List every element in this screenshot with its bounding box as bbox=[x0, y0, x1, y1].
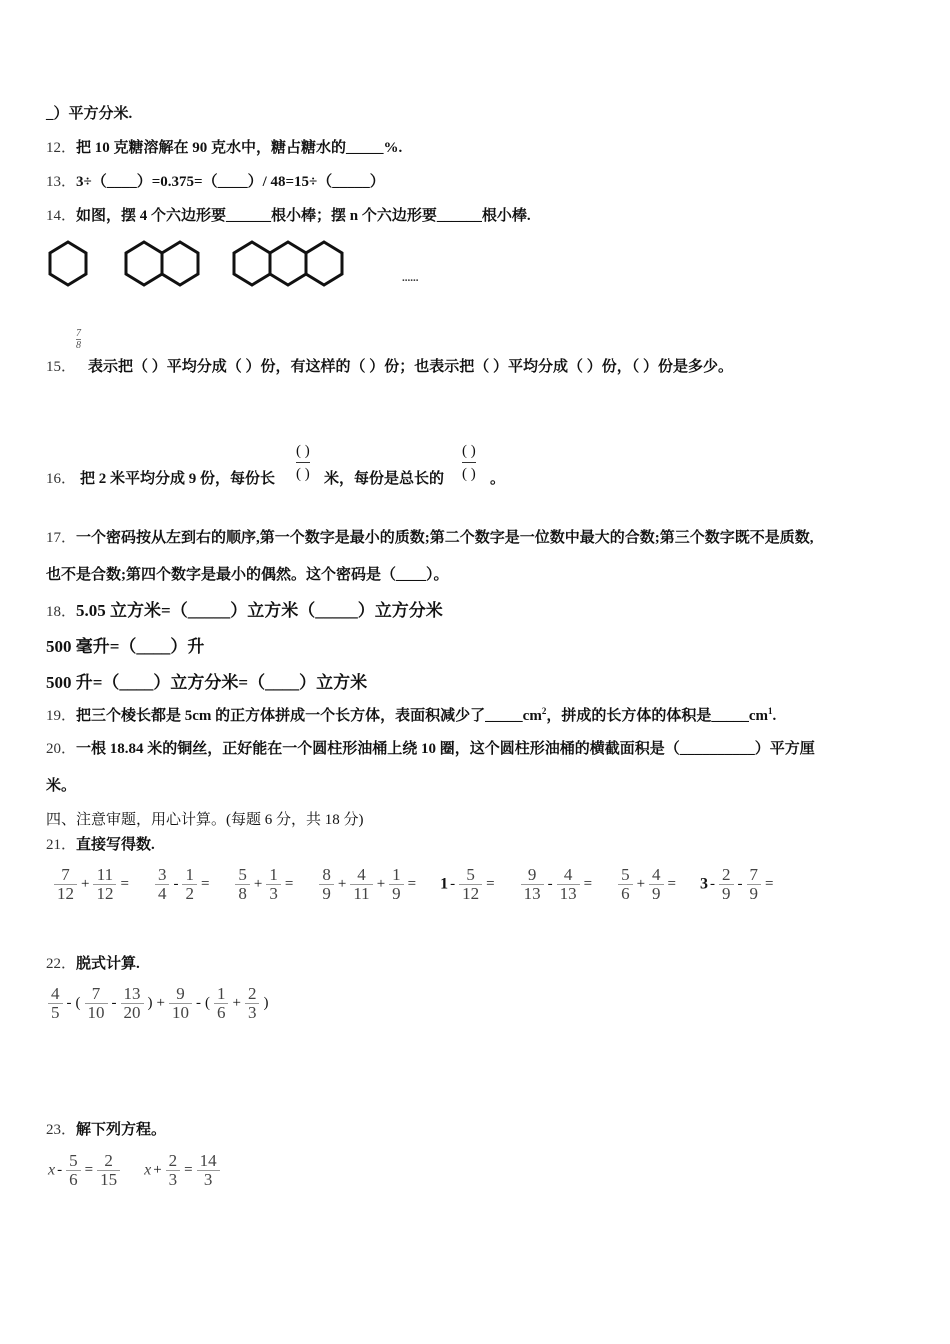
numerator: 7 bbox=[76, 328, 81, 339]
fraction-7-8 bbox=[76, 328, 81, 351]
denominator: 3 bbox=[247, 1003, 257, 1022]
denominator: 9 bbox=[322, 884, 331, 903]
numerator: 14 bbox=[197, 1152, 220, 1171]
q-number: 15． bbox=[46, 359, 77, 375]
q-text: 米，每份是总长的 bbox=[324, 471, 445, 487]
fraction bbox=[197, 1152, 220, 1189]
operator: = bbox=[284, 876, 294, 892]
question-19 bbox=[46, 704, 776, 725]
q-number: 22． bbox=[46, 956, 77, 972]
fraction bbox=[85, 985, 108, 1022]
operator: = bbox=[184, 1162, 193, 1178]
numerator: 3 bbox=[155, 866, 170, 885]
numerator: 7 bbox=[747, 866, 762, 885]
fraction bbox=[48, 985, 63, 1022]
fraction bbox=[747, 866, 762, 903]
q11-tail: _）平方分米. bbox=[46, 106, 133, 122]
q-number: 13． bbox=[46, 174, 77, 190]
question-17-cont: 也不是合数;第四个数字是最小的偶然。这个密码是（____）。 bbox=[46, 567, 449, 583]
denominator: 10 bbox=[87, 1003, 105, 1022]
superscript: 2 bbox=[541, 706, 547, 716]
operator: - bbox=[450, 876, 456, 892]
question-18 bbox=[46, 596, 443, 621]
operator: + bbox=[376, 876, 386, 892]
denominator: 20 bbox=[123, 1003, 141, 1022]
operator: = bbox=[407, 876, 417, 892]
denominator: 13 bbox=[523, 884, 541, 903]
variable: x bbox=[144, 1161, 152, 1179]
q-number: 21． bbox=[46, 837, 77, 853]
fraction bbox=[719, 866, 734, 903]
operator: - bbox=[710, 876, 715, 892]
numerator: 5 bbox=[66, 1152, 81, 1171]
fraction bbox=[169, 985, 192, 1022]
q-text: 5.05 立方米=（_____）立方米（_____）立方分米 bbox=[76, 601, 443, 620]
variable: x bbox=[48, 1161, 56, 1179]
question-12 bbox=[46, 136, 402, 157]
operator: ( bbox=[75, 995, 81, 1011]
q-text: ，拼成的长方体的体积是_____cm bbox=[546, 708, 768, 724]
section-4-heading: 四、注意审题，用心计算。(每题 6 分，共 18 分) bbox=[46, 812, 364, 828]
q23-equations bbox=[48, 1152, 244, 1189]
q-number: 16． bbox=[46, 471, 77, 487]
numerator: 11 bbox=[93, 866, 116, 885]
numerator: 7 bbox=[85, 985, 108, 1004]
denominator: 3 bbox=[168, 1170, 178, 1189]
denominator: 9 bbox=[652, 884, 661, 903]
q-text: 直接写得数. bbox=[76, 837, 155, 853]
question-15 bbox=[46, 355, 733, 376]
numerator: 13 bbox=[121, 985, 144, 1004]
q22-expressions bbox=[46, 985, 292, 1022]
expression bbox=[616, 866, 678, 903]
operator: - bbox=[173, 876, 179, 892]
q-text: 把 2 米平均分成 9 份，每份长 bbox=[80, 471, 276, 487]
operator: = bbox=[583, 876, 593, 892]
fraction bbox=[618, 866, 633, 903]
denominator: 9 bbox=[392, 884, 401, 903]
expression bbox=[317, 866, 418, 903]
numerator: 2 bbox=[719, 866, 734, 885]
q-number: 14． bbox=[46, 208, 77, 224]
operator: ) bbox=[263, 995, 269, 1011]
question-20-cont: 米。 bbox=[46, 778, 77, 794]
numerator: 5 bbox=[459, 866, 482, 885]
fraction bbox=[93, 866, 116, 903]
operator: + bbox=[232, 995, 241, 1011]
numerator: 5 bbox=[235, 866, 250, 885]
fraction bbox=[235, 866, 250, 903]
denominator: 15 bbox=[100, 1170, 118, 1189]
denominator: 12 bbox=[462, 884, 480, 903]
fraction bbox=[319, 866, 334, 903]
expression bbox=[48, 1152, 122, 1189]
denominator: 5 bbox=[51, 1003, 60, 1022]
fraction bbox=[214, 985, 229, 1022]
fraction bbox=[54, 866, 77, 903]
denominator-blank: ( ) bbox=[462, 466, 476, 482]
q-text: 一根 18.84 米的铜丝，正好能在一个圆柱形油桶上绕 10 圈，这个圆柱形油桶的横截面积是（__________）平方厘 bbox=[76, 741, 815, 757]
numerator: 4 bbox=[649, 866, 664, 885]
q-number: 19． bbox=[46, 708, 77, 724]
denominator: 3 bbox=[269, 884, 278, 903]
q21-expressions bbox=[52, 866, 797, 903]
expression bbox=[46, 985, 270, 1022]
question-13 bbox=[46, 170, 385, 191]
q-text: 如图，摆 4 个六边形要______根小棒；摆 n 个六边形要______根小棒. bbox=[76, 208, 531, 224]
expression bbox=[233, 866, 295, 903]
numerator: 1 bbox=[389, 866, 404, 885]
expression bbox=[519, 866, 594, 903]
numerator: 7 bbox=[54, 866, 77, 885]
numerator: 2 bbox=[97, 1152, 120, 1171]
numerator: 1 bbox=[182, 866, 197, 885]
denominator-blank: ( ) bbox=[296, 466, 310, 482]
blank-fraction bbox=[296, 440, 310, 485]
operator: - bbox=[66, 995, 72, 1011]
q-text: 解下列方程。 bbox=[76, 1122, 167, 1138]
expression bbox=[700, 866, 775, 903]
q-number: 17． bbox=[46, 530, 77, 546]
numerator: 4 bbox=[557, 866, 580, 885]
blank-fraction bbox=[462, 440, 476, 485]
numerator: 5 bbox=[618, 866, 633, 885]
operator: - bbox=[111, 995, 117, 1011]
hexagon-figure bbox=[40, 236, 360, 292]
denominator: 6 bbox=[69, 1170, 78, 1189]
fraction bbox=[245, 985, 260, 1022]
denominator: 10 bbox=[171, 1003, 189, 1022]
question-18-c: 500 升=（____）立方分米=（____）立方米 bbox=[46, 673, 368, 692]
q-text: 3÷（____）=0.375=（____）/ 48=15÷（_____） bbox=[76, 174, 385, 190]
whole-number: 1 bbox=[440, 875, 449, 893]
fraction bbox=[66, 1152, 81, 1189]
q-text: 把三个棱长都是 5cm 的正方体拼成一个长方体，表面积减少了_____cm bbox=[76, 708, 542, 724]
numerator: 1 bbox=[266, 866, 281, 885]
numerator-blank: ( ) bbox=[462, 440, 476, 463]
expression bbox=[440, 866, 496, 903]
question-14 bbox=[46, 204, 531, 225]
numerator-blank: ( ) bbox=[296, 440, 310, 463]
denominator: 9 bbox=[749, 884, 758, 903]
whole-number: 3 bbox=[700, 875, 708, 893]
denominator: 6 bbox=[621, 884, 630, 903]
q-text: 把 10 克糖溶解在 90 克水中，糖占糖水的_____%. bbox=[76, 140, 403, 156]
q-number: 12． bbox=[46, 140, 77, 156]
fraction bbox=[557, 866, 580, 903]
operator: + bbox=[81, 876, 90, 892]
operator: = bbox=[765, 876, 774, 892]
operator: - bbox=[547, 876, 553, 892]
fraction bbox=[389, 866, 404, 903]
expression bbox=[153, 866, 211, 903]
denominator: 13 bbox=[559, 884, 577, 903]
numerator: 4 bbox=[48, 985, 63, 1004]
denominator: 2 bbox=[185, 884, 194, 903]
q-number: 20． bbox=[46, 741, 77, 757]
numerator: 1 bbox=[214, 985, 229, 1004]
denominator: 9 bbox=[722, 884, 731, 903]
fraction bbox=[649, 866, 664, 903]
numerator: 4 bbox=[350, 866, 372, 885]
q-text: 。 bbox=[490, 471, 506, 487]
denominator: 6 bbox=[216, 1003, 226, 1022]
operator: = bbox=[667, 876, 676, 892]
fraction bbox=[97, 1152, 120, 1189]
numerator: 2 bbox=[166, 1152, 181, 1171]
numerator: 9 bbox=[521, 866, 544, 885]
fraction bbox=[459, 866, 482, 903]
fraction bbox=[266, 866, 281, 903]
operator: = bbox=[84, 1162, 94, 1178]
superscript: 1 bbox=[767, 706, 773, 716]
operator: + bbox=[636, 876, 646, 892]
fraction bbox=[166, 1152, 181, 1189]
fraction bbox=[121, 985, 144, 1022]
operator: = bbox=[120, 876, 129, 892]
denominator: 4 bbox=[157, 884, 167, 903]
question-21 bbox=[46, 833, 155, 854]
question-23 bbox=[46, 1118, 166, 1139]
q-text: . bbox=[772, 708, 777, 724]
operator: + bbox=[253, 876, 263, 892]
question-17 bbox=[46, 526, 814, 547]
numerator: 2 bbox=[245, 985, 260, 1004]
expression bbox=[52, 866, 131, 903]
operator: = bbox=[486, 876, 495, 892]
operator: + bbox=[156, 995, 165, 1011]
expression bbox=[144, 1152, 222, 1189]
fraction bbox=[350, 866, 372, 903]
operator: ( bbox=[204, 995, 210, 1011]
operator: + bbox=[337, 876, 347, 892]
q-number: 23． bbox=[46, 1122, 77, 1138]
operator: = bbox=[200, 876, 210, 892]
denominator: 12 bbox=[57, 884, 74, 903]
numerator: 8 bbox=[319, 866, 334, 885]
operator: - bbox=[57, 1162, 63, 1178]
question-22 bbox=[46, 952, 140, 973]
fraction bbox=[155, 866, 170, 903]
denominator: 11 bbox=[353, 884, 370, 903]
q-text: 表示把（ ）平均分成（ ）份，有这样的（ ）份；也表示把（ ）平均分成（ ）份，（ ）份是多少。 bbox=[88, 359, 734, 375]
fraction bbox=[521, 866, 544, 903]
operator: ) bbox=[147, 995, 153, 1011]
question-18-b: 500 毫升=（____）升 bbox=[46, 637, 205, 656]
question-20 bbox=[46, 737, 815, 758]
operator: - bbox=[195, 995, 201, 1011]
operator: + bbox=[153, 1162, 162, 1178]
numerator: 9 bbox=[169, 985, 192, 1004]
fraction bbox=[182, 866, 197, 903]
ellipsis: ...... bbox=[402, 272, 419, 284]
q-number: 18． bbox=[46, 604, 77, 620]
denominator: 8 bbox=[238, 884, 247, 903]
denominator: 3 bbox=[203, 1170, 213, 1189]
q-text: 一个密码按从左到右的顺序,第一个数字是最小的质数;第二个数字是一位数中最大的合数;第三个数字既不是质数, bbox=[76, 530, 814, 546]
denominator: 8 bbox=[76, 340, 81, 351]
operator: - bbox=[737, 876, 743, 892]
q-text: 脱式计算. bbox=[76, 956, 140, 972]
denominator: 12 bbox=[96, 884, 114, 903]
